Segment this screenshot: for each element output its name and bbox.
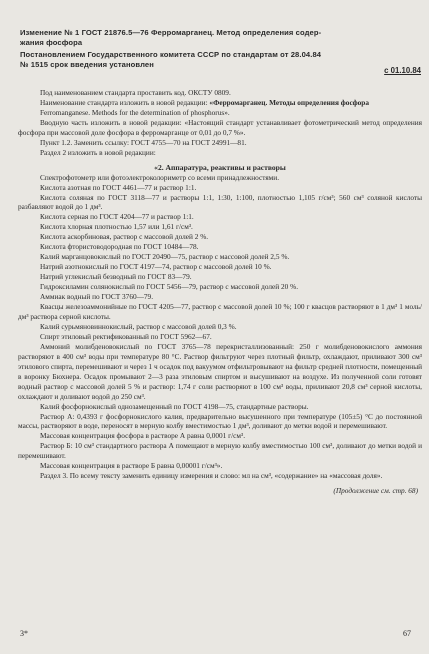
document-body xyxy=(18,88,422,496)
signature-mark: 3* xyxy=(20,629,28,638)
paragraph: Раздел 3. По всему тексту заменить единицу измерения и слово: мл на см³, «содержание» на «массовая доля». xyxy=(40,471,383,481)
standard-title: «Ферромарганец. Методы определения фосфора xyxy=(209,97,369,107)
list-item: Кислота аскорбиновая, раствор с массовой долей 2 %. xyxy=(40,232,209,242)
list-item: Массовая концентрация в растворе Б равна 0,00001 г/см³». xyxy=(40,461,223,471)
paragraph-text: Наименование стандарта изложить в новой редакции: xyxy=(40,97,210,107)
list-item: Квасцы железоаммонийные по ГОСТ 4205—77, раствор с массовой долей 10 %; 100 г квасцов растворяют в 1 дм³ 1 моль/дм³ раствора серной кислоты. xyxy=(18,302,422,321)
list-item: Аммоний молибденовокислый по ГОСТ 3765—78 перекристаллизованный: 250 г молибденовокислого аммония растворяют в 400 см³ воды при температуре 80 °С. Раствор фильтруют через плотный фильтр, охлаждают, приливают 300 см³ этилового спирта, перемешивают и через 1 ч осадок под вакуумом отфильтровывают на фильтр средней плотности, помещенный в воронку Бюхнера. Осадок промывают 2—3 раза этиловым спиртом и высушивают на воздухе. Из полученной соли готовят водный раствор с массовой долей 5 % и раствор: 1,74 г соли растворяют в 100 см³ воды, приливают 20,8 см³ серной кислоты, охлаждают и доливают водой до 250 см³. xyxy=(18,341,422,401)
list-item: Спирт этиловый ректификованный по ГОСТ 5962—67. xyxy=(40,331,212,341)
paragraph: Под наименованием стандарта проставить код. ОКСТУ 0809. xyxy=(40,88,231,97)
paragraph: Раздел 2 изложить в новой редакции: xyxy=(40,147,156,157)
list-item: Раствор Б: 10 см³ стандартного раствора А помещают в мерную колбу вместимостью 100 см³, доливают до метки водой и перемешивают. xyxy=(18,441,422,461)
amendment-title xyxy=(20,28,420,48)
list-item: Кислота фтористоводородная по ГОСТ 10484—78. xyxy=(40,242,199,252)
amendment-title-line2: жания фосфора xyxy=(20,38,83,47)
section-heading: «2. Аппаратура, реактивы и растворы xyxy=(154,162,286,172)
continuation-note: (Продолжение см. стр. 68) xyxy=(333,486,418,496)
list-item: Массовая концентрация фосфора в растворе А равна 0,0001 г/см³. xyxy=(40,431,246,441)
paragraph: Пункт 1.2. Заменить ссылку: ГОСТ 4755—70 на ГОСТ 24991—81. xyxy=(40,137,247,147)
list-item: Гидроксиламин солянокислый по ГОСТ 5456—79, раствор с массовой долей 20 %. xyxy=(40,282,299,292)
list-item: Кислота серная по ГОСТ 4204—77 и раствор 1:1. xyxy=(40,212,194,222)
amendment-title-line1: Изменение № 1 ГОСТ 21876.5—76 Ферромарганец. Метод определения содер- xyxy=(20,28,322,37)
list-item: Кислота соляная по ГОСТ 3118—77 и растворы 1:1, 1:30, 1:100, плотностью 1,105 г/см³; 560 см³ соляной кислоты разбавляют водой до 1 дм³. xyxy=(18,192,422,212)
page-footer xyxy=(20,629,411,638)
list-item: Кислота азотная по ГОСТ 4461—77 и раствор 1:1. xyxy=(40,182,197,192)
list-item: Калий фосфорнокислый однозамещенный по ГОСТ 4198—75, стандартные растворы. xyxy=(40,401,309,411)
list-item: Аммиак водный по ГОСТ 3760—79. xyxy=(40,292,154,302)
resolution-line1: Постановлением Государственного комитета СССР по стандартам от 28.04.84 xyxy=(20,50,322,59)
list-item: Спектрофотометр или фотоэлектроколориметр со всеми принадлежностями. xyxy=(40,172,280,182)
list-item: Натрий углекислый безводный по ГОСТ 83—79. xyxy=(40,272,192,282)
paragraph: Вводную часть изложить в новой редакции: «Настоящий стандарт устанавливает фотометрический метод определения фосфора при массовой доле фосфора в ферромарганце от 0,01 до 0,7 %». xyxy=(18,117,422,137)
paragraph: Ferromanganese. Methods for the determination of phosphorus». xyxy=(40,107,230,117)
paragraph xyxy=(18,98,422,108)
list-item: Калий сурьмяновиннокислый, раствор с массовой долей 0,3 %. xyxy=(40,321,237,331)
resolution-line2: № 1515 срок введения установлен xyxy=(20,60,154,69)
list-item: Раствор А: 0,4393 г фосфорнокислого калия, предварительно высушенного при температуре (105±5) °С до постоянной массы, растворяют в воде, переносят в мерную колбу вместимостью 1 дм³, доливают до метки водой и перемешивают. xyxy=(18,411,422,431)
list-item: Кислота хлорная плотностью 1,57 или 1,61 г/см³. xyxy=(40,222,193,232)
resolution-text xyxy=(20,50,420,70)
list-item: Калий марганцовокислый по ГОСТ 20490—75, раствор с массовой долей 2,5 %. xyxy=(40,252,290,262)
page-number: 67 xyxy=(403,629,411,638)
effective-date: с 01.10.84 xyxy=(384,66,421,75)
list-item: Натрий азотнокислый по ГОСТ 4197—74, раствор с массовой долей 10 %. xyxy=(40,262,272,272)
